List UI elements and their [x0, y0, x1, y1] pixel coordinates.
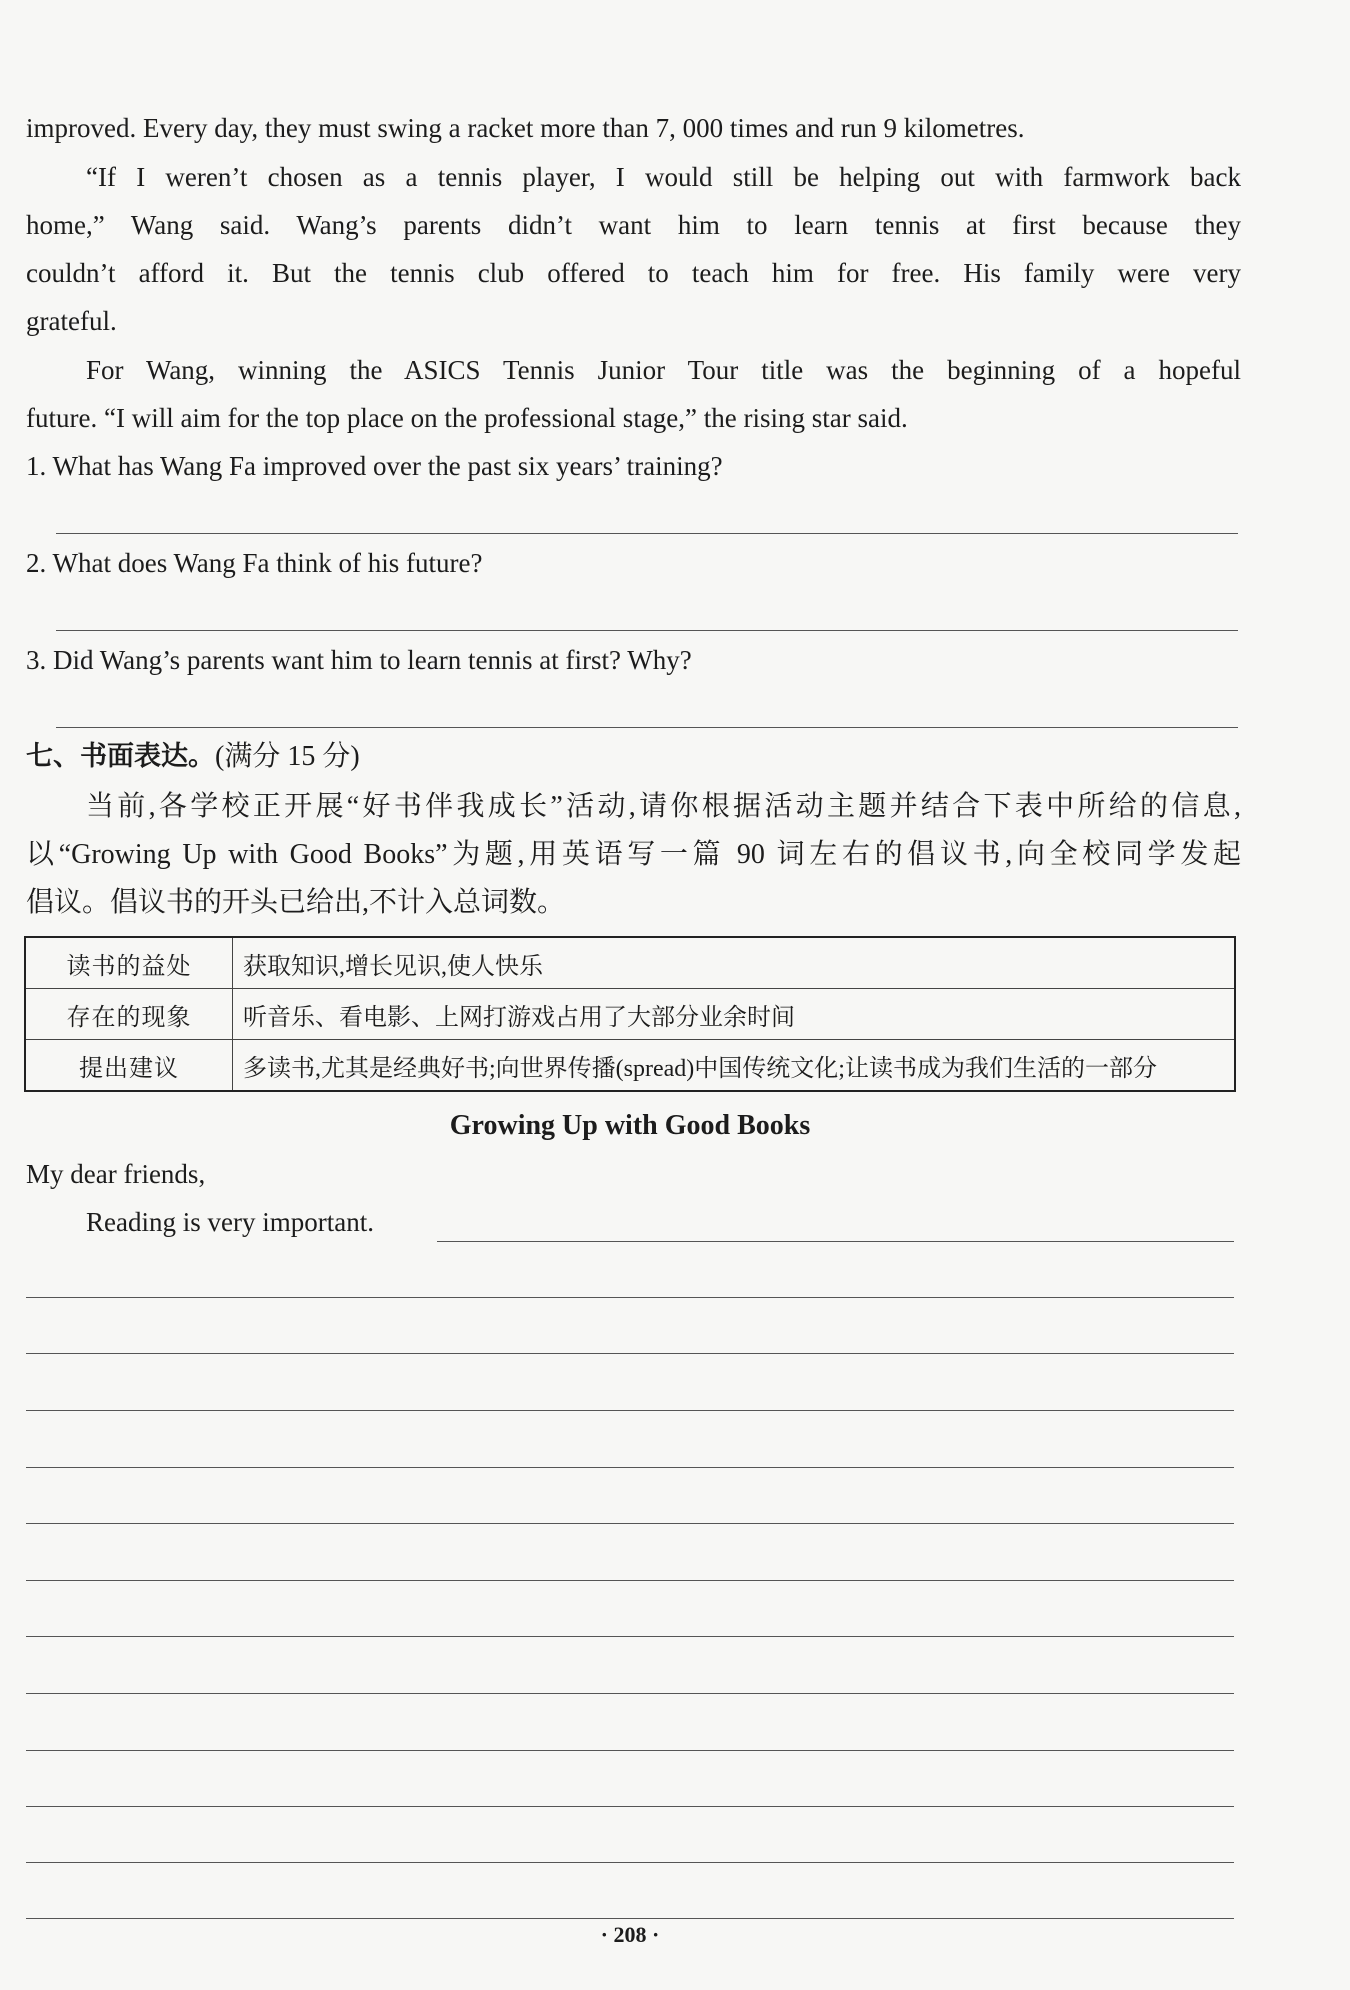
passage-line: future. “I will aim for the top place on the professional stage,” the rising star said. — [26, 403, 908, 433]
table-row — [25, 1040, 1235, 1092]
section-heading-label: 七、书面表达。 — [26, 741, 215, 772]
writing-line[interactable] — [26, 1410, 1234, 1411]
passage-line: improved. Every day, they must swing a racket more than 7, 000 times and run 9 kilometres. — [26, 113, 1025, 143]
passage-line: For Wang, winning the ASICS Tennis Junior Tour title was the beginning of a hopeful — [86, 355, 1241, 385]
writing-line[interactable] — [26, 1806, 1234, 1807]
writing-line[interactable] — [26, 1353, 1234, 1354]
table-row — [25, 989, 1235, 1040]
writing-line[interactable] — [26, 1918, 1234, 1919]
instruction-line: 倡议。倡议书的开头已给出,不计入总词数。 — [26, 887, 566, 918]
section-heading — [26, 737, 360, 777]
table-head-cell: 读书的益处 — [25, 937, 233, 989]
writing-line[interactable] — [26, 1693, 1234, 1694]
essay-opening: Reading is very important. — [86, 1207, 374, 1237]
table-content-cell: 多读书,尤其是经典好书;向世界传播(spread)中国传统文化;让读书成为我们生活的一部分 — [233, 1040, 1236, 1092]
essay-title: Growing Up with Good Books — [449, 1110, 811, 1141]
question-3: 3. Did Wang’s parents want him to learn tennis at first? Why? — [26, 645, 692, 675]
table-content-cell: 获取知识,增长见识,使人快乐 — [233, 937, 1236, 989]
writing-line[interactable] — [26, 1862, 1234, 1863]
table-head-cell: 提出建议 — [25, 1040, 233, 1092]
passage-line: couldn’t afford it. But the tennis club offered to teach him for free. His family were very — [26, 258, 1241, 288]
answer-line-3[interactable] — [56, 727, 1238, 728]
passage-line: grateful. — [26, 306, 117, 336]
instruction-line: 以“Growing Up with Good Books”为题,用英语写一篇 90 词左右的倡议书,向全校同学发起 — [26, 839, 1241, 870]
question-2: 2. What does Wang Fa think of his future? — [26, 548, 483, 578]
writing-line[interactable] — [26, 1467, 1234, 1468]
essay-greeting: My dear friends, — [26, 1159, 206, 1189]
info-table — [24, 936, 1236, 1092]
writing-line[interactable] — [437, 1241, 1234, 1242]
instruction-line: 当前,各学校正开展“好书伴我成长”活动,请你根据活动主题并结合下表中所给的信息, — [86, 791, 1241, 822]
writing-line[interactable] — [26, 1523, 1234, 1524]
passage-line: “If I weren’t chosen as a tennis player, I would still be helping out with farmwork back — [86, 162, 1241, 192]
question-1: 1. What has Wang Fa improved over the past six years’ training? — [26, 451, 723, 481]
writing-line[interactable] — [26, 1580, 1234, 1581]
page-number: · 208 · — [600, 1922, 660, 1947]
writing-line[interactable] — [26, 1297, 1234, 1298]
writing-line[interactable] — [26, 1636, 1234, 1637]
answer-line-2[interactable] — [56, 630, 1238, 631]
writing-line[interactable] — [26, 1750, 1234, 1751]
table-content-cell: 听音乐、看电影、上网打游戏占用了大部分业余时间 — [233, 989, 1236, 1040]
answer-line-1[interactable] — [56, 533, 1238, 534]
passage-line: home,” Wang said. Wang’s parents didn’t want him to learn tennis at first because they — [26, 210, 1241, 240]
table-row — [25, 937, 1235, 989]
section-score: (满分 15 分) — [215, 741, 360, 772]
table-head-cell: 存在的现象 — [25, 989, 233, 1040]
